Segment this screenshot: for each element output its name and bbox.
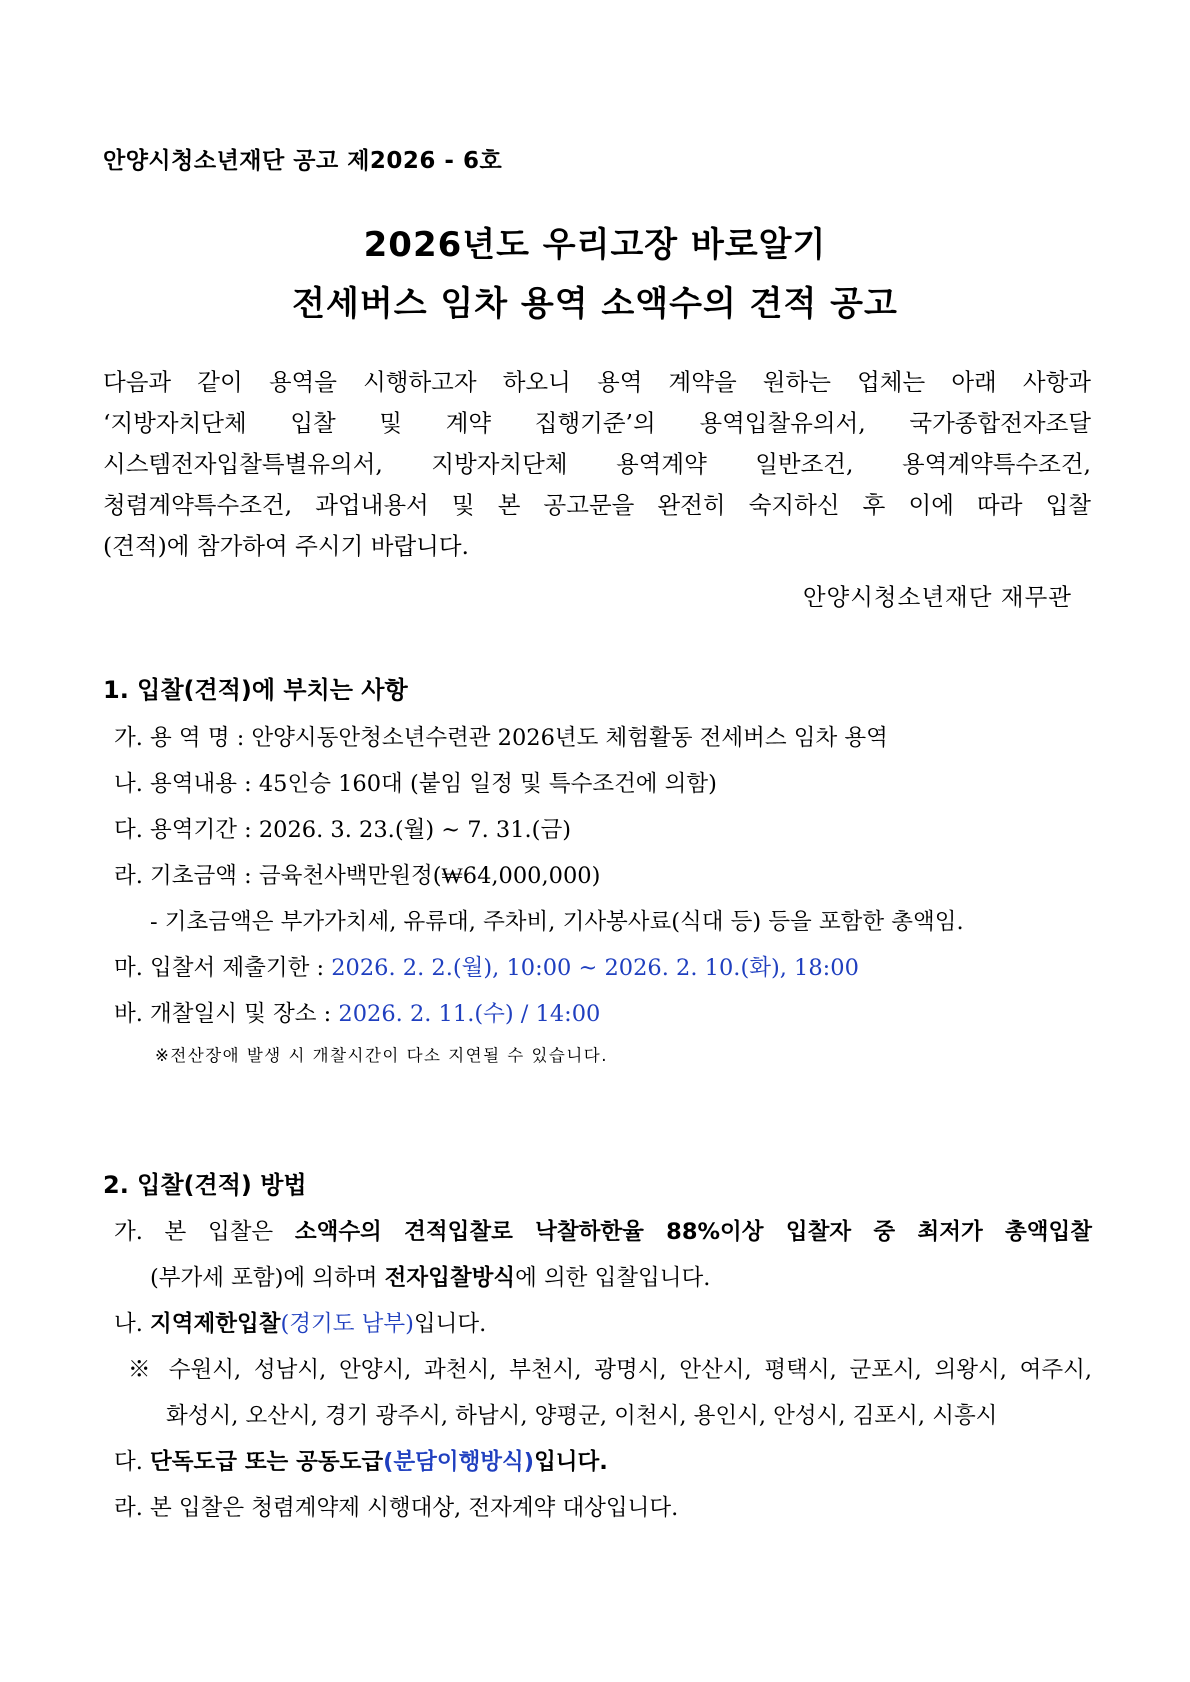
method-b-post: 입니다.	[413, 1311, 487, 1337]
method-c-bold-1: 단독도급 또는 공동도급	[150, 1449, 384, 1475]
method-d: 라. 본 입찰은 청렴계약제 시행대상, 전자계약 대상입니다.	[114, 1495, 679, 1521]
method-b-blue: (경기도 남부)	[280, 1311, 414, 1337]
service-name: 가. 용 역 명 : 안양시동안청소년수련관 2026년도 체험활동 전세버스 임차 용역	[114, 725, 888, 751]
method-b-prefix: 나.	[114, 1311, 151, 1337]
regions-line-2: 화성시, 오산시, 경기 광주시, 하남시, 양평군, 이천시, 용인시, 안성시, 김포시, 시흥시	[166, 1403, 998, 1429]
signer: 안양시청소년재단 재무관	[802, 583, 1072, 611]
method-a-line-2	[150, 1260, 710, 1292]
method-a-bold: 소액수의 견적입찰로 낙찰하한율 88%이상 입찰자 중 최저가 총액입찰	[294, 1219, 1092, 1245]
intro-line: 청렴계약특수조건, 과업내용서 및 본 공고문을 완전히 숙지하신 후 이에 따라 입찰	[103, 491, 1091, 519]
base-amount: 라. 기초금액 : 금육천사백만원정(₩64,000,000)	[114, 863, 601, 889]
method-a-line2-bold: 전자입찰방식	[384, 1265, 516, 1291]
service-period: 다. 용역기간 : 2026. 3. 23.(월) ~ 7. 31.(금)	[114, 817, 571, 843]
bid-deadline-value: 2026. 2. 2.(월), 10:00 ~ 2026. 2. 10.(화), 18:00	[331, 955, 859, 981]
method-c	[114, 1444, 608, 1476]
title-line-2: 전세버스 임차 용역 소액수의 견적 공고	[292, 284, 898, 324]
method-a-line2-post: 에 의한 입찰입니다.	[515, 1265, 711, 1291]
opening-delay-note: ※전산장애 발생 시 개찰시간이 다소 지연될 수 있습니다.	[155, 1046, 608, 1065]
service-content: 나. 용역내용 : 45인승 160대 (붙임 일정 및 특수조건에 의함)	[114, 771, 717, 797]
regions-line-1: ※ 수원시, 성남시, 안양시, 과천시, 부천시, 광명시, 안산시, 평택시, 군포시, 의왕시, 여주시,	[128, 1357, 1092, 1383]
base-amount-note: - 기초금액은 부가가치세, 유류대, 주차비, 기사봉사료(식대 등) 등을 포함한 총액임.	[150, 909, 964, 935]
bid-deadline	[114, 950, 859, 982]
method-c-bold-2: 입니다.	[534, 1449, 608, 1475]
section-1-title: 1. 입찰(견적)에 부치는 사항	[103, 676, 408, 704]
intro-line: (견적)에 참가하여 주시기 바랍니다.	[103, 532, 470, 560]
bid-opening-label: 바. 개찰일시 및 장소 :	[114, 1001, 339, 1027]
notice-number: 안양시청소년재단 공고 제2026 - 6호	[103, 148, 503, 174]
intro-line: 시스템전자입찰특별유의서, 지방자치단체 용역계약 일반조건, 용역계약특수조건,	[103, 450, 1091, 478]
method-c-prefix: 다.	[114, 1449, 151, 1475]
bid-deadline-label: 마. 입찰서 제출기한 :	[114, 955, 332, 981]
method-b-bold: 지역제한입찰	[150, 1311, 281, 1337]
method-a-line2-pre: (부가세 포함)에 의하며	[150, 1265, 385, 1291]
section-2-title: 2. 입찰(견적) 방법	[103, 1171, 307, 1199]
intro-line: ‘지방자치단체 입찰 및 계약 집행기준’의 용역입찰유의서, 국가종합전자조달	[103, 409, 1091, 437]
method-c-blue: (분담이행방식)	[383, 1449, 535, 1475]
method-b	[114, 1306, 486, 1338]
method-a-prefix: 가. 본 입찰은	[114, 1219, 295, 1245]
bid-opening	[114, 996, 600, 1028]
intro-line: 다음과 같이 용역을 시행하고자 하오니 용역 계약을 원하는 업체는 아래 사항과	[103, 368, 1091, 396]
title-line-1: 2026년도 우리고장 바로알기	[363, 225, 827, 265]
intro-paragraph	[103, 362, 1091, 567]
bid-opening-value: 2026. 2. 11.(수) / 14:00	[338, 1001, 601, 1027]
method-a-line-1	[114, 1214, 1092, 1246]
